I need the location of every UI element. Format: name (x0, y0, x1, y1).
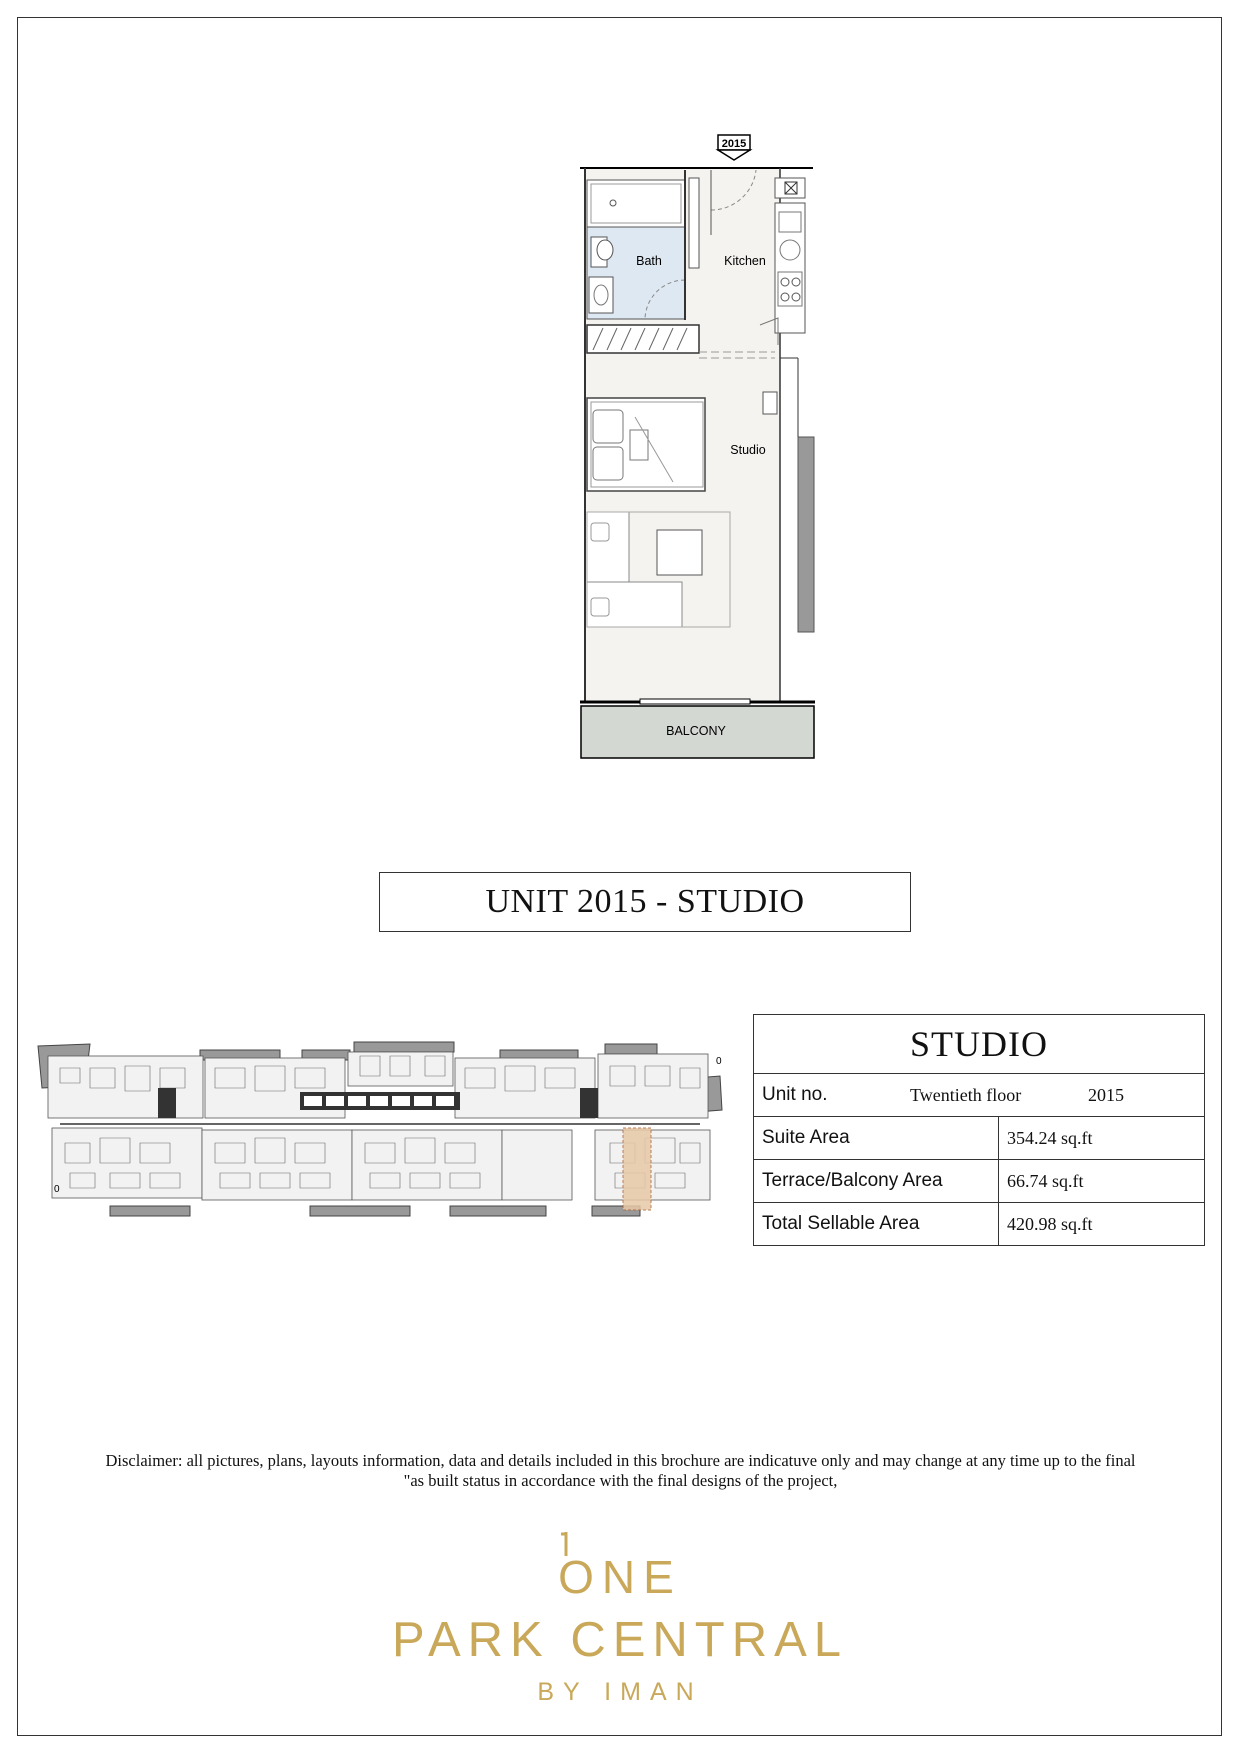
logo-line-2: PARK CENTRAL (391, 1613, 849, 1667)
row-value: 66.74 sq.ft (999, 1160, 1205, 1203)
key-plan (30, 1038, 730, 1228)
unit-highlight (623, 1128, 651, 1210)
row-value: 420.98 sq.ft (999, 1203, 1205, 1246)
unit-number: 2015 (1088, 1084, 1124, 1105)
brand-logo (370, 1530, 870, 1710)
table-row (754, 1117, 1205, 1160)
row-label: Total Sellable Area (754, 1203, 999, 1246)
unit-title: UNIT 2015 - STUDIO (379, 872, 911, 932)
floor-value: Twentieth floor (910, 1084, 1022, 1105)
row-value: 354.24 sq.ft (999, 1117, 1205, 1160)
unit-label: Unit no. (762, 1084, 828, 1105)
row-label: Terrace/Balcony Area (754, 1160, 999, 1203)
room-label-balcony: BALCONY (666, 724, 726, 738)
table-row (754, 1203, 1205, 1246)
unit-info-table (753, 1014, 1205, 1246)
logo-line-3: BY IMAN (537, 1678, 703, 1706)
key-plan-marker-right: 0 (716, 1056, 722, 1067)
unit-row (754, 1074, 1205, 1117)
unit-tag-label: 2015 (721, 138, 747, 150)
unit-tag (718, 135, 750, 160)
room-label-bath: Bath (636, 254, 662, 268)
unit-floor-plan (575, 130, 830, 760)
room-label-studio: Studio (730, 443, 766, 457)
table-heading: STUDIO (754, 1015, 1205, 1074)
disclaimer-line-1: Disclaimer: all pictures, plans, layouts information, data and details included in this brochure are indicatuve only and may change at any time up to the final (105, 1451, 1136, 1470)
room-label-kitchen: Kitchen (724, 254, 766, 268)
key-plan-marker-left: 0 (54, 1184, 60, 1195)
disclaimer (60, 1451, 1181, 1491)
row-label: Suite Area (754, 1117, 999, 1160)
table-row (754, 1160, 1205, 1203)
disclaimer-line-2: "as built status in accordance with the final designs of the project, (403, 1471, 838, 1490)
logo-line-1: ONE (558, 1551, 682, 1603)
